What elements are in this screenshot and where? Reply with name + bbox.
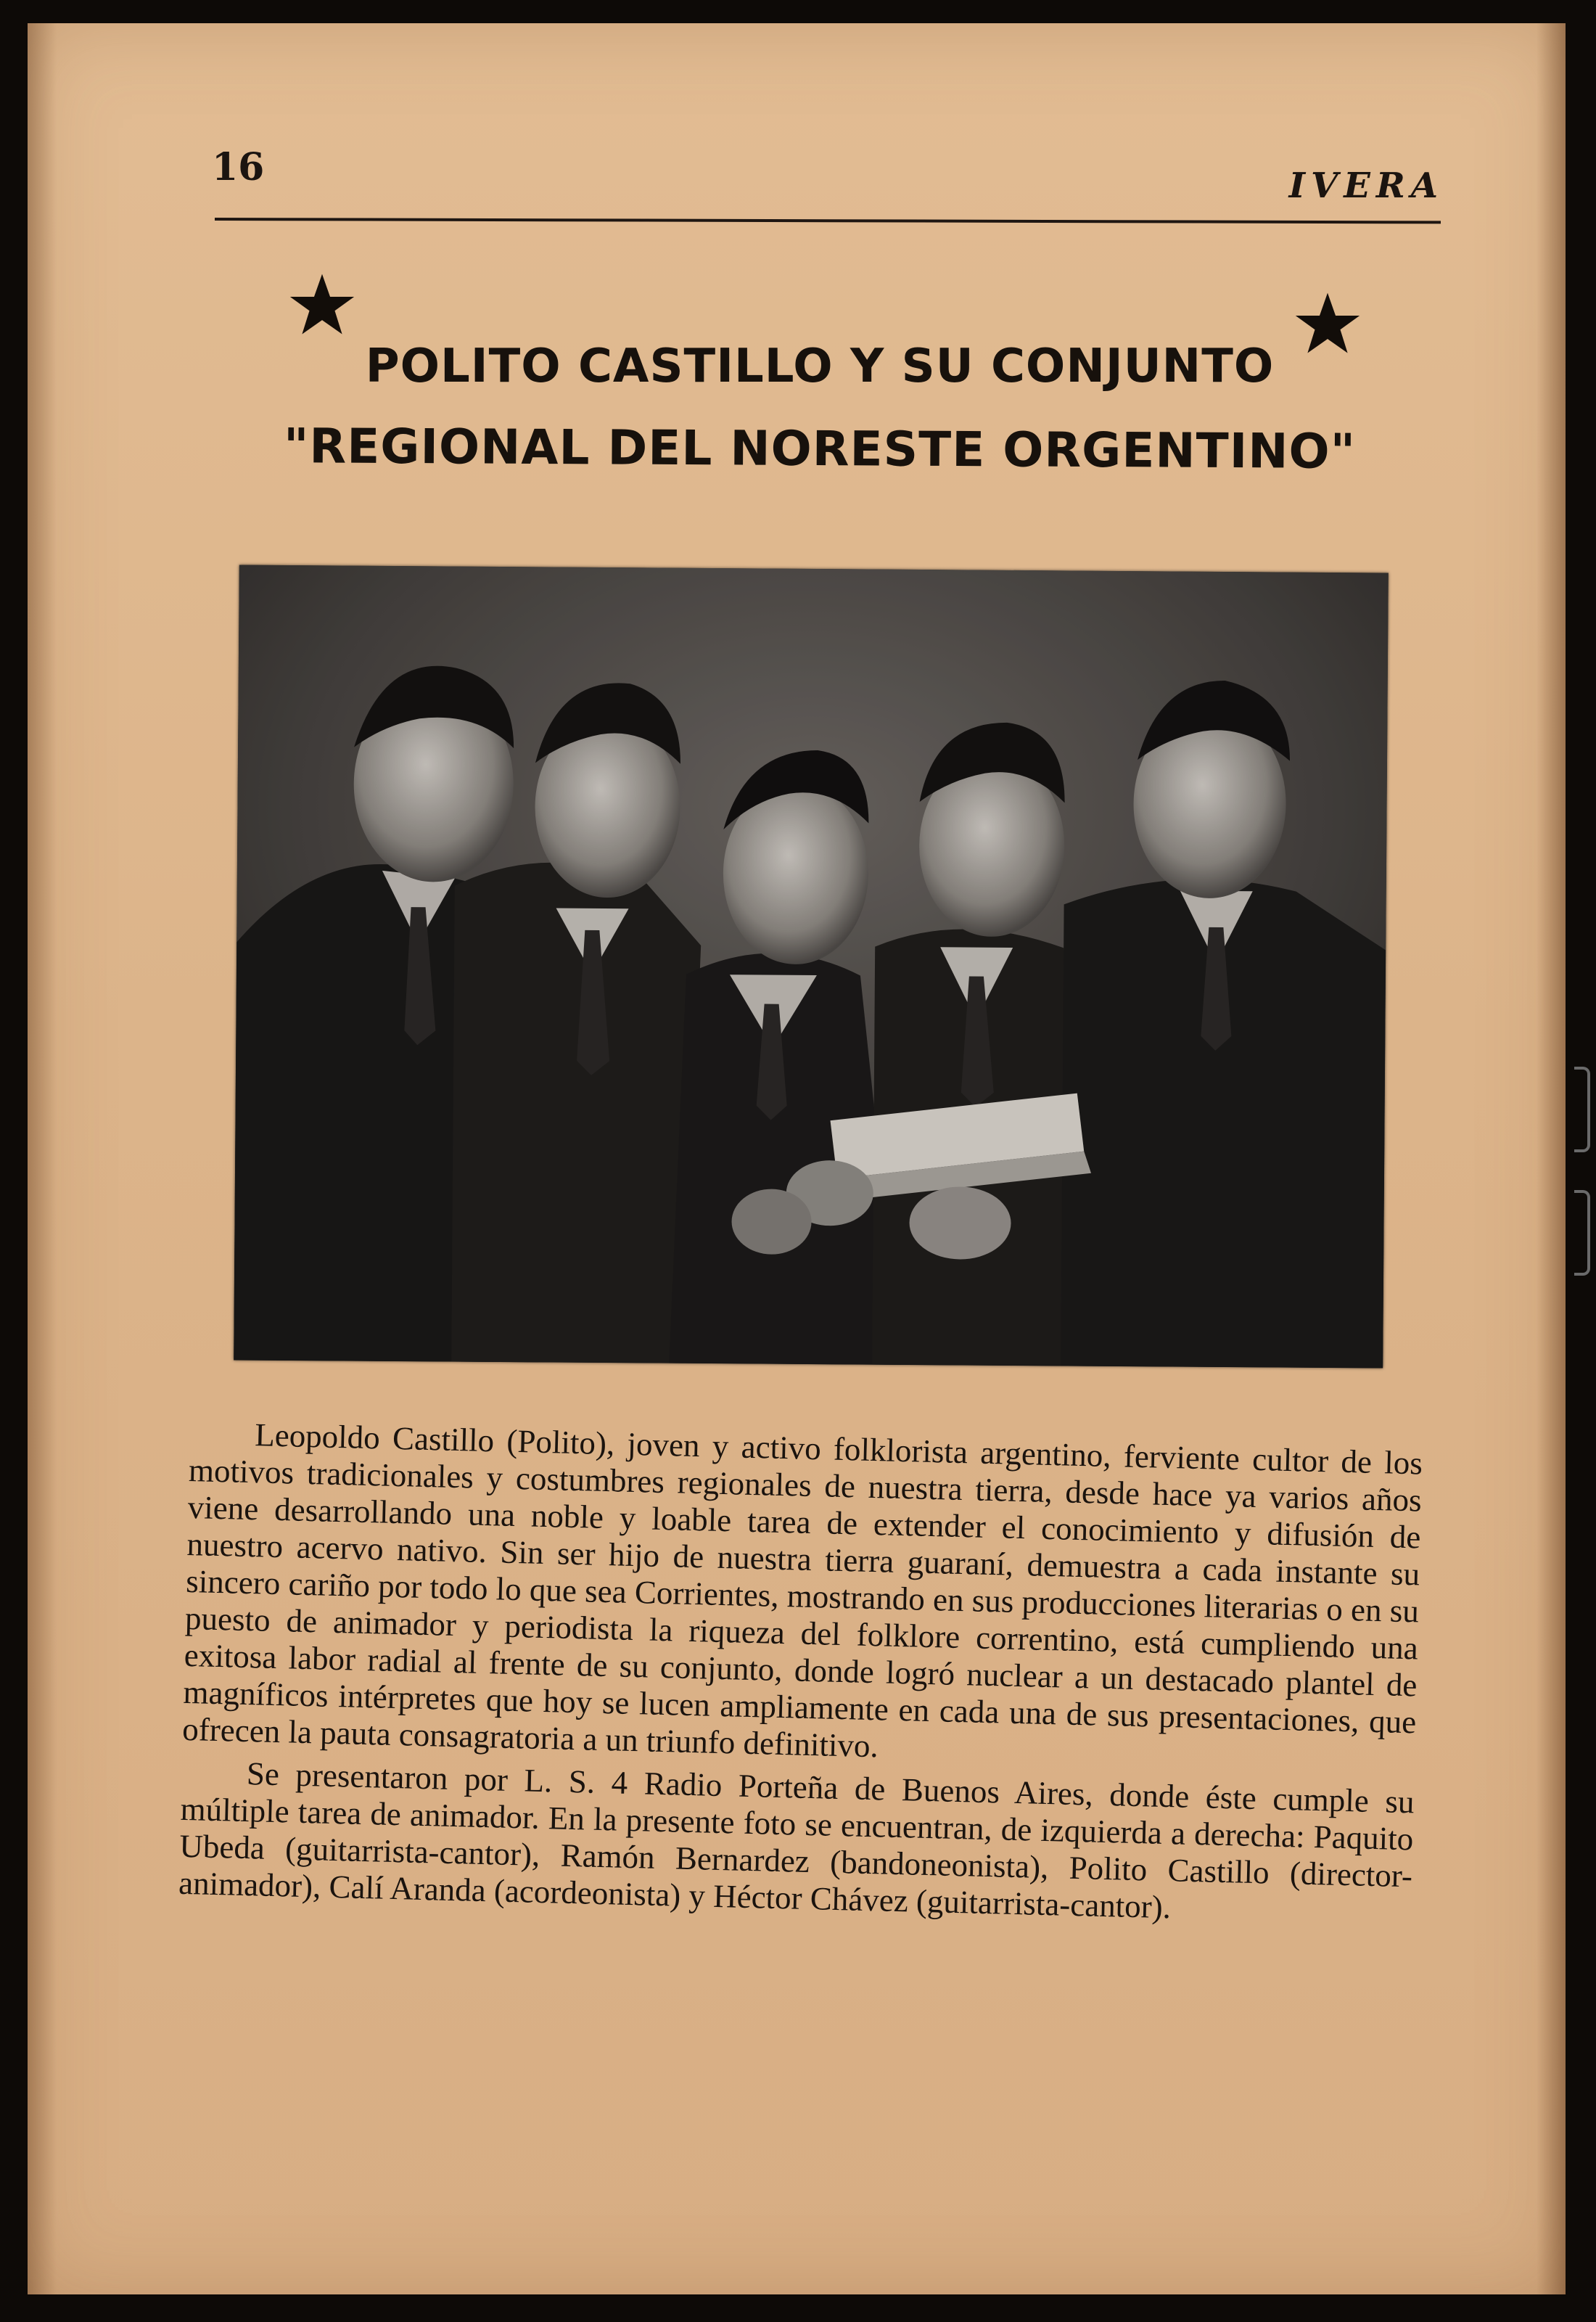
star-icon <box>289 271 355 338</box>
group-photo <box>234 565 1389 1368</box>
article-paragraph: Se presentaron por L. S. 4 Radio Porteña de Buenos Aires, donde éste cumple su múltiple tarea de animador. En la presente foto se encuentran, de izquierda a derecha: Paquito Ubeda (guitarrista-cantor), Ramón Bernardez (bandoneonista), Polito Castillo (director-animador), Calí Aranda (acordeonista) y Héctor Chávez (guitarrista-cantor). <box>178 1755 1415 1926</box>
article-title-line1: POLITO CASTILLO Y SU CONJUNTO <box>365 340 1275 393</box>
staple-bottom <box>1574 1190 1590 1276</box>
article-title-line2: "REGIONAL DEL NORESTE ORGENTINO" <box>283 418 1357 480</box>
article-body <box>178 1415 1423 1937</box>
article-paragraph: Leopoldo Castillo (Polito), joven y activo folklorista argentino, ferviente cultor de los motivos tradicionales y costumbres regionales de nuestra tierra, desde hace ya varios años viene desarrollando una noble y loable tarea de extender el conocimiento y difusión de nuestro acervo nativo. Sin ser hijo de nuestra tierra guaraní, demuestra a cada instante su sincero cariño por todo lo que sea Corrientes, mostrando en sus producciones literarias o en su puesto de animador y periodista la riqueza del folklore correntino, está cumpliendo una exitosa labor radial al frente de su conjunto, donde logró nuclear a un destacado plantel de magníficos intérpretes que hoy se lucen ampliamente en cada una de sus presentaciones, que ofrecen la pauta consagratoria a un triunfo definitivo. <box>181 1416 1423 1765</box>
page-shadow-left <box>28 23 57 2294</box>
page-shadow-right <box>1537 23 1566 2294</box>
staple-top <box>1574 1067 1590 1152</box>
running-head: IVERA <box>1288 165 1444 206</box>
page-number: 16 <box>212 145 265 189</box>
